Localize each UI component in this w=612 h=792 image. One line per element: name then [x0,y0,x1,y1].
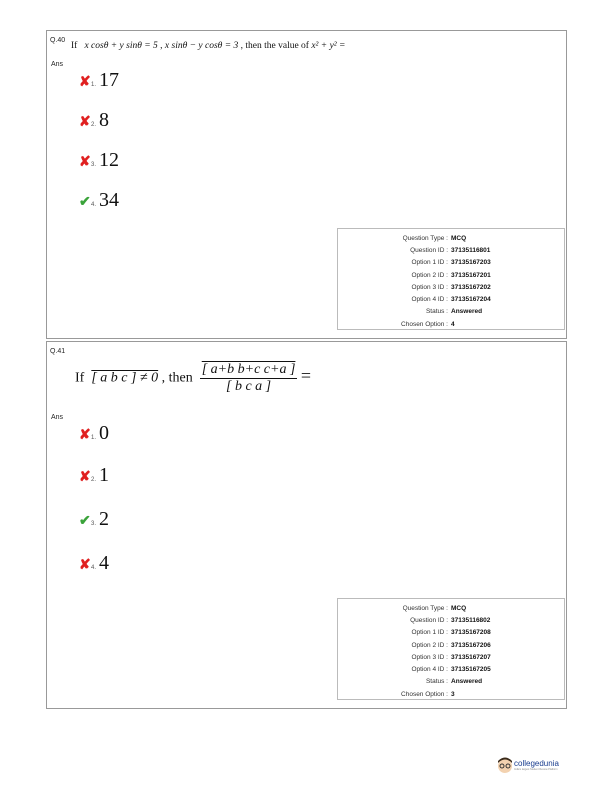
info-value: 37135167204 [451,296,491,304]
option-3 [79,508,109,531]
info-value: 37135167202 [451,283,491,291]
text-prefix: If [75,370,85,386]
info-key: Option 3 ID : [411,283,448,291]
option-value: 0 [99,422,110,444]
option-1 [79,422,109,445]
option-value: 34 [99,189,120,211]
equation-2: x sinθ − y cosθ = 3 [164,41,239,51]
info-row [338,676,564,688]
info-key: Option 4 ID : [411,296,448,304]
info-row [338,281,564,293]
option-value: 17 [99,69,120,91]
option-value: 12 [99,149,120,171]
ans-label: Ans [51,414,64,421]
option-number: 1. [91,435,97,441]
info-value: 37135167205 [451,666,491,674]
info-row [338,318,564,330]
fraction [200,362,298,395]
cross-icon: ✘ [79,556,91,572]
info-row [338,651,564,663]
info-row [338,293,564,305]
cross-icon: ✘ [79,73,91,89]
question-info-box [337,228,565,330]
question-41 [46,341,567,709]
equals-sign: = [300,365,312,386]
denominator: [ b c a ] [226,379,272,394]
info-value: Answered [451,308,483,316]
numerator: [ a+b b+c c+a ] [201,362,296,377]
separator: , [160,41,163,51]
info-key: Chosen Option : [401,320,448,328]
info-value: 37135116801 [451,246,491,254]
info-row [338,627,564,639]
question-number: Q.41 [50,348,66,355]
info-key: Status : [425,308,448,316]
info-value: 4 [451,320,455,328]
info-key: Question ID : [410,616,448,624]
option-value: 8 [99,109,110,131]
info-value: 37135167206 [451,641,491,649]
info-key: Status : [425,678,448,686]
info-value: MCQ [451,234,467,242]
option-1 [79,69,119,92]
question-text [71,41,345,51]
option-number: 3. [91,521,97,527]
info-key: Option 1 ID : [411,259,448,267]
option-3 [79,149,119,172]
option-number: 4. [91,202,97,208]
option-value: 2 [99,508,110,530]
info-key: Question Type : [402,234,448,242]
option-4 [79,189,119,212]
info-key: Question ID : [410,246,448,254]
option-number: 2. [91,477,97,483]
mascot-icon [496,756,514,774]
ans-label: Ans [51,61,64,68]
option-value: 4 [99,552,110,574]
info-key: Chosen Option : [401,690,448,698]
info-row [338,306,564,318]
logo-name: collegedunia [514,759,559,768]
info-value: 37135167201 [451,271,491,279]
text-prefix: If [71,41,78,51]
target-expression: x² + y² = [311,41,346,51]
info-row [338,232,564,244]
info-key: Option 2 ID : [411,641,448,649]
option-number: 3. [91,162,97,168]
text-suffix: , then [161,370,193,386]
lhs-expression: [ a b c ] ≠ 0 [91,370,159,386]
info-value: MCQ [451,604,467,612]
info-key: Option 3 ID : [411,653,448,661]
info-value: 37135167208 [451,629,491,637]
check-icon: ✔ [79,512,91,528]
option-4 [79,552,109,575]
info-row [338,688,564,700]
option-number: 4. [91,565,97,571]
equation-1: x cosθ + y sinθ = 5 [84,41,158,51]
info-value: 37135167203 [451,259,491,267]
info-value: 3 [451,690,455,698]
text-suffix: , then the value of [240,41,309,51]
cross-icon: ✘ [79,468,91,484]
info-key: Question Type : [402,604,448,612]
info-row [338,639,564,651]
info-value: 37135116802 [451,616,491,624]
question-number: Q.40 [50,37,66,44]
option-2 [79,109,109,132]
info-key: Option 2 ID : [411,271,448,279]
collegedunia-logo [496,756,559,774]
info-key: Option 1 ID : [411,629,448,637]
info-row [338,269,564,281]
info-row [338,602,564,614]
logo-tagline: India's largest Student Review Platform [514,768,558,771]
option-value: 1 [99,464,110,486]
info-value: 37135167207 [451,653,491,661]
check-icon: ✔ [79,193,91,209]
question-40 [46,30,567,339]
info-value: Answered [451,678,483,686]
info-row [338,257,564,269]
question-info-box [337,598,565,700]
cross-icon: ✘ [79,426,91,442]
cross-icon: ✘ [79,153,91,169]
option-number: 1. [91,82,97,88]
info-row [338,663,564,675]
info-row [338,244,564,256]
option-number: 2. [91,122,97,128]
option-2 [79,464,109,487]
cross-icon: ✘ [79,113,91,129]
info-row [338,614,564,626]
question-text [75,362,311,395]
info-key: Option 4 ID : [411,666,448,674]
